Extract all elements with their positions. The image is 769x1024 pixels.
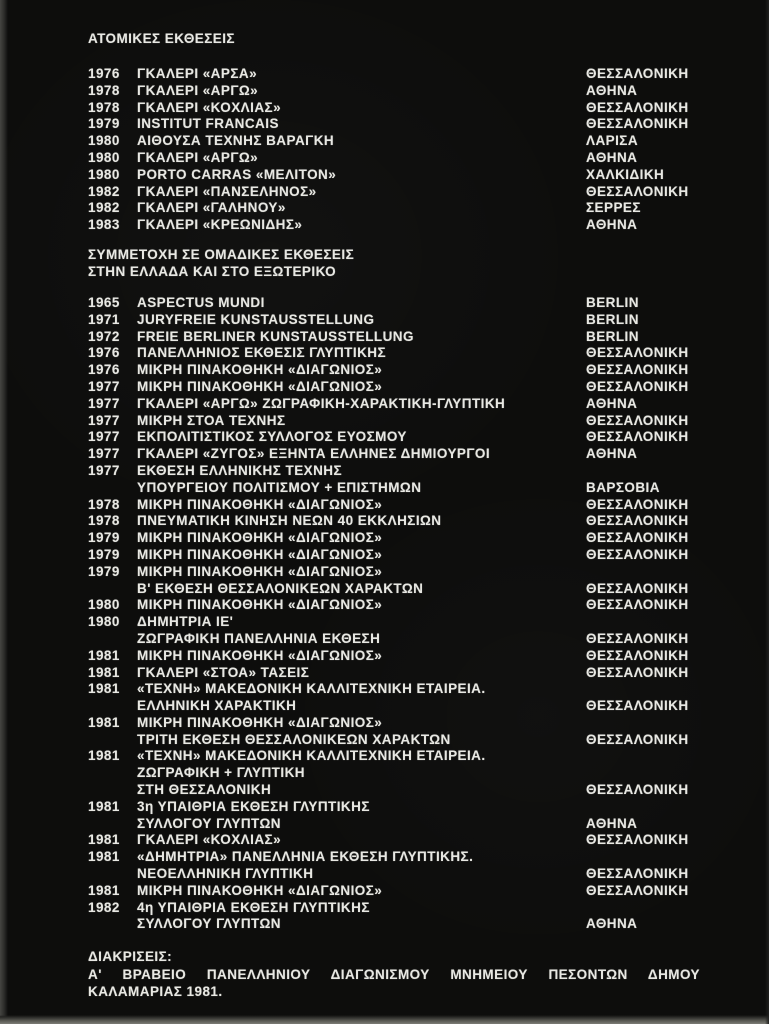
distinctions-section xyxy=(88,948,700,1000)
exhibition-year: 1972 xyxy=(88,328,120,344)
exhibition-year: 1981 xyxy=(88,849,120,865)
exhibition-title xyxy=(137,429,586,446)
exhibition-title-line: ΜΙΚΡΗ ΣΤΟΑ ΤΕΧΝΗΣ xyxy=(137,412,286,428)
exhibition-year: 1977 xyxy=(88,395,120,411)
exhibition-title xyxy=(137,217,586,234)
exhibition-row xyxy=(88,345,700,362)
exhibition-row xyxy=(88,681,700,715)
distinctions-heading: ΔΙΑΚΡΙΣΕΙΣ: xyxy=(88,949,173,965)
exhibition-year: 1981 xyxy=(88,882,120,898)
exhibition-location: ΘΕΣΣΑΛΟΝΙΚΗ xyxy=(586,664,689,680)
exhibition-title xyxy=(137,900,586,934)
exhibition-year: 1979 xyxy=(88,563,120,579)
exhibition-location: ΑΘΗΝΑ xyxy=(586,149,638,165)
exhibition-title-line: ΓΚΑΛΕΡΙ «ΚΡΕΩΝΙΔΗΣ» xyxy=(137,217,303,233)
exhibition-row xyxy=(88,665,700,682)
exhibition-row xyxy=(88,513,700,530)
exhibition-title-line: ASPECTUS MUNDI xyxy=(137,294,265,310)
exhibition-title xyxy=(137,362,586,379)
exhibition-location: ΘΕΣΣΑΛΟΝΙΚΗ xyxy=(586,630,689,646)
scan-edge-left xyxy=(0,0,8,1024)
exhibition-year: 1981 xyxy=(88,681,120,697)
exhibition-title xyxy=(137,295,586,312)
exhibition-location: ΑΘΗΝΑ xyxy=(586,217,638,233)
exhibition-title xyxy=(137,547,586,564)
exhibition-title-line: ΥΠΟΥΡΓΕΙΟΥ ΠΟΛΙΤΙΣΜΟΥ + ΕΠΙΣΤΗΜΩΝ xyxy=(137,479,422,495)
exhibition-title-line: ΜΙΚΡΗ ΠΙΝΑΚΟΘΗΚΗ «ΔΙΑΓΩΝΙΟΣ» xyxy=(137,714,383,730)
exhibition-year: 1981 xyxy=(88,798,120,814)
exhibition-title-line: ΓΚΑΛΕΡΙ «ΑΡΣΑ» xyxy=(137,66,258,81)
page-content xyxy=(88,30,700,1000)
exhibition-year: 1982 xyxy=(88,183,120,199)
exhibition-title xyxy=(137,200,586,217)
exhibition-title-line: ΔΗΜΗΤΡΙΑ ΙΕ' xyxy=(137,614,234,630)
exhibition-row xyxy=(88,614,700,648)
exhibition-title-line: ΜΙΚΡΗ ΠΙΝΑΚΟΘΗΚΗ «ΔΙΑΓΩΝΙΟΣ» xyxy=(137,530,383,546)
exhibition-location: ΘΕΣΣΑΛΟΝΙΚΗ xyxy=(586,731,689,747)
exhibition-location: ΛΑΡΙΣΑ xyxy=(586,133,639,149)
exhibition-row xyxy=(88,167,700,184)
exhibition-location: ΘΕΣΣΑΛΟΝΙΚΗ xyxy=(586,782,689,798)
exhibition-title xyxy=(137,681,586,715)
exhibition-title-line: ΜΙΚΡΗ ΠΙΝΑΚΟΘΗΚΗ «ΔΙΑΓΩΝΙΟΣ» xyxy=(137,362,383,378)
exhibition-title-line: ΣΥΛΛΟΓΟΥ ΓΛΥΠΤΩΝ xyxy=(137,916,281,932)
exhibition-location: ΘΕΣΣΑΛΟΝΙΚΗ xyxy=(586,99,689,115)
exhibition-title-line: ΓΚΑΛΕΡΙ «ΣΤΟΑ» ΤΑΣΕΙΣ xyxy=(137,664,310,680)
exhibition-location: ΘΕΣΣΑΛΟΝΙΚΗ xyxy=(586,530,689,546)
exhibition-title xyxy=(137,379,586,396)
exhibition-year: 1980 xyxy=(88,149,120,165)
exhibition-year: 1980 xyxy=(88,133,120,149)
exhibition-title xyxy=(137,883,586,900)
exhibition-row xyxy=(88,66,700,83)
exhibition-title-line: PORTO CARRAS «ΜΕΛΙΤΟΝ» xyxy=(137,166,337,182)
exhibition-year: 1965 xyxy=(88,294,120,310)
exhibition-title xyxy=(137,715,586,749)
exhibition-title-line: 4η ΥΠΑΙΘΡΙΑ ΕΚΘΕΣΗ ΓΛΥΠΤΙΚΗΣ xyxy=(137,899,370,915)
exhibition-location: ΘΕΣΣΑΛΟΝΙΚΗ xyxy=(586,513,689,529)
exhibition-title-line: ΣΥΛΛΟΓΟΥ ΓΛΥΠΤΩΝ xyxy=(137,815,281,831)
exhibition-title-line: ΕΚΘΕΣΗ ΕΛΛΗΝΙΚΗΣ ΤΕΧΝΗΣ xyxy=(137,462,343,478)
exhibition-row xyxy=(88,312,700,329)
exhibition-row xyxy=(88,396,700,413)
exhibition-location: ΘΕΣΣΑΛΟΝΙΚΗ xyxy=(586,345,689,361)
exhibition-location: ΘΕΣΣΑΛΟΝΙΚΗ xyxy=(586,429,689,445)
exhibition-title-line: ΑΙΘΟΥΣΑ ΤΕΧΝΗΣ ΒΑΡΑΓΚΗ xyxy=(137,133,335,149)
exhibition-location: ΘΕΣΣΑΛΟΝΙΚΗ xyxy=(586,116,689,132)
exhibition-title-line: ΖΩΓΡΑΦΙΚΗ + ΓΛΥΠΤΙΚΗ xyxy=(137,765,305,781)
exhibition-title xyxy=(137,849,586,883)
exhibition-title xyxy=(137,799,586,833)
exhibition-row xyxy=(88,150,700,167)
exhibition-location: ΘΕΣΣΑΛΟΝΙΚΗ xyxy=(586,412,689,428)
exhibition-title xyxy=(137,597,586,614)
exhibition-title xyxy=(137,184,586,201)
exhibition-year: 1979 xyxy=(88,116,120,132)
exhibition-title-line: ΓΚΑΛΕΡΙ «ΑΡΓΩ» xyxy=(137,149,259,165)
exhibition-year: 1982 xyxy=(88,200,120,216)
exhibition-title xyxy=(137,83,586,100)
exhibition-year: 1983 xyxy=(88,217,120,233)
exhibition-row xyxy=(88,799,700,833)
exhibition-row xyxy=(88,116,700,133)
exhibition-title-line: «ΤΕΧΝΗ» ΜΑΚΕΔΟΝΙΚΗ ΚΑΛΛΙΤΕΧΝΙΚΗ ΕΤΑΙΡΕΙΑ. xyxy=(137,748,486,764)
exhibition-year: 1977 xyxy=(88,446,120,462)
exhibition-year: 1976 xyxy=(88,66,120,81)
distinctions-award-line1: Α' ΒΡΑΒΕΙΟ ΠΑΝΕΛΛΗΝΙΟΥ ΔΙΑΓΩΝΙΣΜΟΥ ΜΝΗΜΕΙΟΥ ΠΕΣΟΝΤΩΝ ΔΗΜΟΥ xyxy=(88,966,700,982)
exhibition-location: ΘΕΣΣΑΛΟΝΙΚΗ xyxy=(586,866,689,882)
exhibition-year: 1976 xyxy=(88,345,120,361)
exhibition-title xyxy=(137,100,586,117)
exhibition-title-line: ΜΙΚΡΗ ΠΙΝΑΚΟΘΗΚΗ «ΔΙΑΓΩΝΙΟΣ» xyxy=(137,597,383,613)
exhibition-year: 1982 xyxy=(88,899,120,915)
exhibition-year: 1979 xyxy=(88,530,120,546)
exhibition-row xyxy=(88,900,700,934)
exhibition-year: 1981 xyxy=(88,748,120,764)
exhibition-title-line: ΓΚΑΛΕΡΙ «ΚΟΧΛΙΑΣ» xyxy=(137,832,282,848)
exhibition-title xyxy=(137,329,586,346)
exhibition-row xyxy=(88,295,700,312)
exhibition-title xyxy=(137,150,586,167)
exhibition-row xyxy=(88,133,700,150)
group-exhibitions-list xyxy=(88,295,700,933)
exhibition-row xyxy=(88,715,700,749)
exhibition-location: ΧΑΛΚΙΔΙΚΗ xyxy=(586,166,665,182)
exhibition-row xyxy=(88,648,700,665)
exhibition-row xyxy=(88,446,700,463)
exhibition-year: 1981 xyxy=(88,647,120,663)
exhibition-row xyxy=(88,429,700,446)
exhibition-title-line: ΓΚΑΛΕΡΙ «ΖΥΓΟΣ» ΕΞΗΝΤΑ ΕΛΛΗΝΕΣ ΔΗΜΙΟΥΡΓΟΙ xyxy=(137,446,491,462)
exhibition-title xyxy=(137,413,586,430)
exhibition-row xyxy=(88,530,700,547)
exhibition-location: ΘΕΣΣΑΛΟΝΙΚΗ xyxy=(586,183,689,199)
exhibition-location: ΘΕΣΣΑΛΟΝΙΚΗ xyxy=(586,362,689,378)
exhibition-title-line: ΠΑΝΕΛΛΗΝΙΟΣ ΕΚΘΕΣΙΣ ΓΛΥΠΤΙΚΗΣ xyxy=(137,345,387,361)
exhibition-location: ΘΕΣΣΑΛΟΝΙΚΗ xyxy=(586,882,689,898)
exhibition-title xyxy=(137,665,586,682)
exhibition-row xyxy=(88,83,700,100)
exhibition-location: ΘΕΣΣΑΛΟΝΙΚΗ xyxy=(586,647,689,663)
exhibition-title xyxy=(137,396,586,413)
exhibition-year: 1976 xyxy=(88,362,120,378)
exhibition-year: 1980 xyxy=(88,614,120,630)
exhibition-location: ΘΕΣΣΑΛΟΝΙΚΗ xyxy=(586,580,689,596)
exhibition-title-line: ΤΡΙΤΗ ΕΚΘΕΣΗ ΘΕΣΣΑΛΟΝΙΚΕΩΝ ΧΑΡΑΚΤΩΝ xyxy=(137,731,451,747)
exhibition-title xyxy=(137,614,586,648)
exhibition-row xyxy=(88,547,700,564)
exhibition-title xyxy=(137,66,586,83)
exhibition-year: 1971 xyxy=(88,311,120,327)
exhibition-title xyxy=(137,497,586,514)
exhibition-row xyxy=(88,748,700,798)
exhibition-row xyxy=(88,463,700,497)
scan-edge-right xyxy=(765,0,769,1024)
exhibition-title xyxy=(137,463,586,497)
exhibition-location: ΘΕΣΣΑΛΟΝΙΚΗ xyxy=(586,698,689,714)
exhibition-title-line: ΖΩΓΡΑΦΙΚΗ ΠΑΝΕΛΛΗΝΙΑ ΕΚΘΕΣΗ xyxy=(137,630,381,646)
exhibition-location: BERLIN xyxy=(586,294,639,310)
exhibition-location: ΘΕΣΣΑΛΟΝΙΚΗ xyxy=(586,546,689,562)
exhibition-year: 1981 xyxy=(88,714,120,730)
exhibition-location: ΑΘΗΝΑ xyxy=(586,815,638,831)
exhibition-row xyxy=(88,497,700,514)
exhibition-row xyxy=(88,832,700,849)
exhibition-title-line: ΓΚΑΛΕΡΙ «ΠΑΝΣΕΛΗΝΟΣ» xyxy=(137,183,317,199)
exhibition-title xyxy=(137,648,586,665)
solo-exhibitions-list xyxy=(88,66,700,234)
exhibition-row xyxy=(88,883,700,900)
exhibition-location: ΒΑΡΣΟΒΙΑ xyxy=(586,479,660,495)
exhibition-row xyxy=(88,184,700,201)
exhibition-title xyxy=(137,564,586,598)
solo-exhibitions-heading-line: ΑΤΟΜΙΚΕΣ ΕΚΘΕΣΕΙΣ xyxy=(88,31,235,46)
exhibition-year: 1980 xyxy=(88,597,120,613)
exhibition-title xyxy=(137,116,586,133)
exhibition-row xyxy=(88,329,700,346)
exhibition-title-line: ΜΙΚΡΗ ΠΙΝΑΚΟΘΗΚΗ «ΔΙΑΓΩΝΙΟΣ» xyxy=(137,647,383,663)
exhibition-location: ΘΕΣΣΑΛΟΝΙΚΗ xyxy=(586,496,689,512)
exhibition-title-line: ΓΚΑΛΕΡΙ «ΓΑΛΗΝΟΥ» xyxy=(137,200,286,216)
exhibition-title-line: «ΔΗΜΗΤΡΙΑ» ΠΑΝΕΛΛΗΝΙΑ ΕΚΘΕΣΗ ΓΛΥΠΤΙΚΗΣ. xyxy=(137,849,474,865)
exhibition-title xyxy=(137,167,586,184)
exhibition-row xyxy=(88,597,700,614)
exhibition-title xyxy=(137,832,586,849)
solo-exhibitions-heading xyxy=(88,30,700,47)
exhibition-year: 1981 xyxy=(88,832,120,848)
group-exhibitions-heading-line2: ΣΤΗΝ ΕΛΛΑΔΑ ΚΑΙ ΣΤΟ ΕΞΩΤΕΡΙΚΟ xyxy=(88,264,337,280)
exhibition-location: ΘΕΣΣΑΛΟΝΙΚΗ xyxy=(586,597,689,613)
exhibition-title-line: ΕΚΠΟΛΙΤΙΣΤΙΚΟΣ ΣΥΛΛΟΓΟΣ ΕΥΟΣΜΟΥ xyxy=(137,429,407,445)
exhibition-row xyxy=(88,217,700,234)
group-exhibitions-heading-line1: ΣΥΜΜΕΤΟΧΗ ΣΕ ΟΜΑΔΙΚΕΣ ΕΚΘΕΣΕΙΣ xyxy=(88,246,355,262)
exhibition-row xyxy=(88,379,700,396)
exhibition-location: ΑΘΗΝΑ xyxy=(586,916,638,932)
exhibition-title xyxy=(137,312,586,329)
exhibition-title-line: ΜΙΚΡΗ ΠΙΝΑΚΟΘΗΚΗ «ΔΙΑΓΩΝΙΟΣ» xyxy=(137,378,383,394)
exhibition-location: ΘΕΣΣΑΛΟΝΙΚΗ xyxy=(586,832,689,848)
exhibition-title-line: ΜΙΚΡΗ ΠΙΝΑΚΟΘΗΚΗ «ΔΙΑΓΩΝΙΟΣ» xyxy=(137,546,383,562)
exhibition-location: ΑΘΗΝΑ xyxy=(586,395,638,411)
exhibition-title-line: ΓΚΑΛΕΡΙ «ΑΡΓΩ» ΖΩΓΡΑΦΙΚΗ-ΧΑΡΑΚΤΙΚΗ-ΓΛΥΠΤΙΚΗ xyxy=(137,395,506,411)
distinctions-award-line2: ΚΑΛΑΜΑΡΙΑΣ 1981. xyxy=(88,983,223,999)
exhibition-title-line: JURYFREIE KUNSTAUSSTELLUNG xyxy=(137,311,375,327)
exhibition-row xyxy=(88,413,700,430)
exhibition-location: ΣΕΡΡΕΣ xyxy=(586,200,641,216)
exhibition-title-line: ΜΙΚΡΗ ΠΙΝΑΚΟΘΗΚΗ «ΔΙΑΓΩΝΙΟΣ» xyxy=(137,496,383,512)
exhibition-title-line: ΜΙΚΡΗ ΠΙΝΑΚΟΘΗΚΗ «ΔΙΑΓΩΝΙΟΣ» xyxy=(137,882,383,898)
exhibition-year: 1977 xyxy=(88,378,120,394)
exhibition-title-line: ΓΚΑΛΕΡΙ «ΚΟΧΛΙΑΣ» xyxy=(137,99,282,115)
exhibition-title xyxy=(137,133,586,150)
exhibition-row xyxy=(88,849,700,883)
exhibition-title xyxy=(137,748,586,798)
exhibition-title-line: FREIE BERLINER KUNSTAUSSTELLUNG xyxy=(137,328,414,344)
exhibition-title xyxy=(137,513,586,530)
exhibition-title-line: Β' ΕΚΘΕΣΗ ΘΕΣΣΑΛΟΝΙΚΕΩΝ ΧΑΡΑΚΤΩΝ xyxy=(137,580,424,596)
exhibition-year: 1978 xyxy=(88,496,120,512)
exhibition-location: ΑΘΗΝΑ xyxy=(586,82,638,98)
exhibition-row xyxy=(88,200,700,217)
exhibition-year: 1981 xyxy=(88,664,120,680)
exhibition-title-line: «ΤΕΧΝΗ» ΜΑΚΕΔΟΝΙΚΗ ΚΑΛΛΙΤΕΧΝΙΚΗ ΕΤΑΙΡΕΙΑ. xyxy=(137,681,486,697)
group-exhibitions-heading xyxy=(88,246,700,281)
exhibition-title-line: ΠΝΕΥΜΑΤΙΚΗ ΚΙΝΗΣΗ ΝΕΩΝ 40 ΕΚΚΛΗΣΙΩΝ xyxy=(137,513,442,529)
exhibition-title-line: 3η ΥΠΑΙΘΡΙΑ ΕΚΘΕΣΗ ΓΛΥΠΤΙΚΗΣ xyxy=(137,798,370,814)
exhibition-title xyxy=(137,446,586,463)
exhibition-year: 1978 xyxy=(88,513,120,529)
exhibition-title-line: ΣΤΗ ΘΕΣΣΑΛΟΝΙΚΗ xyxy=(137,782,272,798)
exhibition-title-line: ΝΕΟΕΛΛΗΝΙΚΗ ΓΛΥΠΤΙΚΗ xyxy=(137,866,314,882)
exhibition-location: ΘΕΣΣΑΛΟΝΙΚΗ xyxy=(586,378,689,394)
exhibition-title xyxy=(137,345,586,362)
exhibition-title-line: INSTITUT FRANCAIS xyxy=(137,116,279,132)
exhibition-year: 1978 xyxy=(88,82,120,98)
exhibition-title-line: ΓΚΑΛΕΡΙ «ΑΡΓΩ» xyxy=(137,82,259,98)
exhibition-location: ΘΕΣΣΑΛΟΝΙΚΗ xyxy=(586,66,689,81)
exhibition-year: 1978 xyxy=(88,99,120,115)
exhibition-year: 1977 xyxy=(88,412,120,428)
exhibition-year: 1980 xyxy=(88,166,120,182)
exhibition-year: 1979 xyxy=(88,546,120,562)
scan-edge-bottom xyxy=(0,1015,769,1024)
exhibition-title xyxy=(137,530,586,547)
exhibition-row xyxy=(88,564,700,598)
exhibition-year: 1977 xyxy=(88,462,120,478)
exhibition-title-line: ΕΛΛΗΝΙΚΗ ΧΑΡΑΚΤΙΚΗ xyxy=(137,698,297,714)
exhibition-title-line: ΜΙΚΡΗ ΠΙΝΑΚΟΘΗΚΗ «ΔΙΑΓΩΝΙΟΣ» xyxy=(137,563,383,579)
exhibition-row xyxy=(88,362,700,379)
exhibition-row xyxy=(88,100,700,117)
exhibition-year: 1977 xyxy=(88,429,120,445)
exhibition-location: BERLIN xyxy=(586,311,639,327)
exhibition-location: ΑΘΗΝΑ xyxy=(586,446,638,462)
exhibition-location: BERLIN xyxy=(586,328,639,344)
